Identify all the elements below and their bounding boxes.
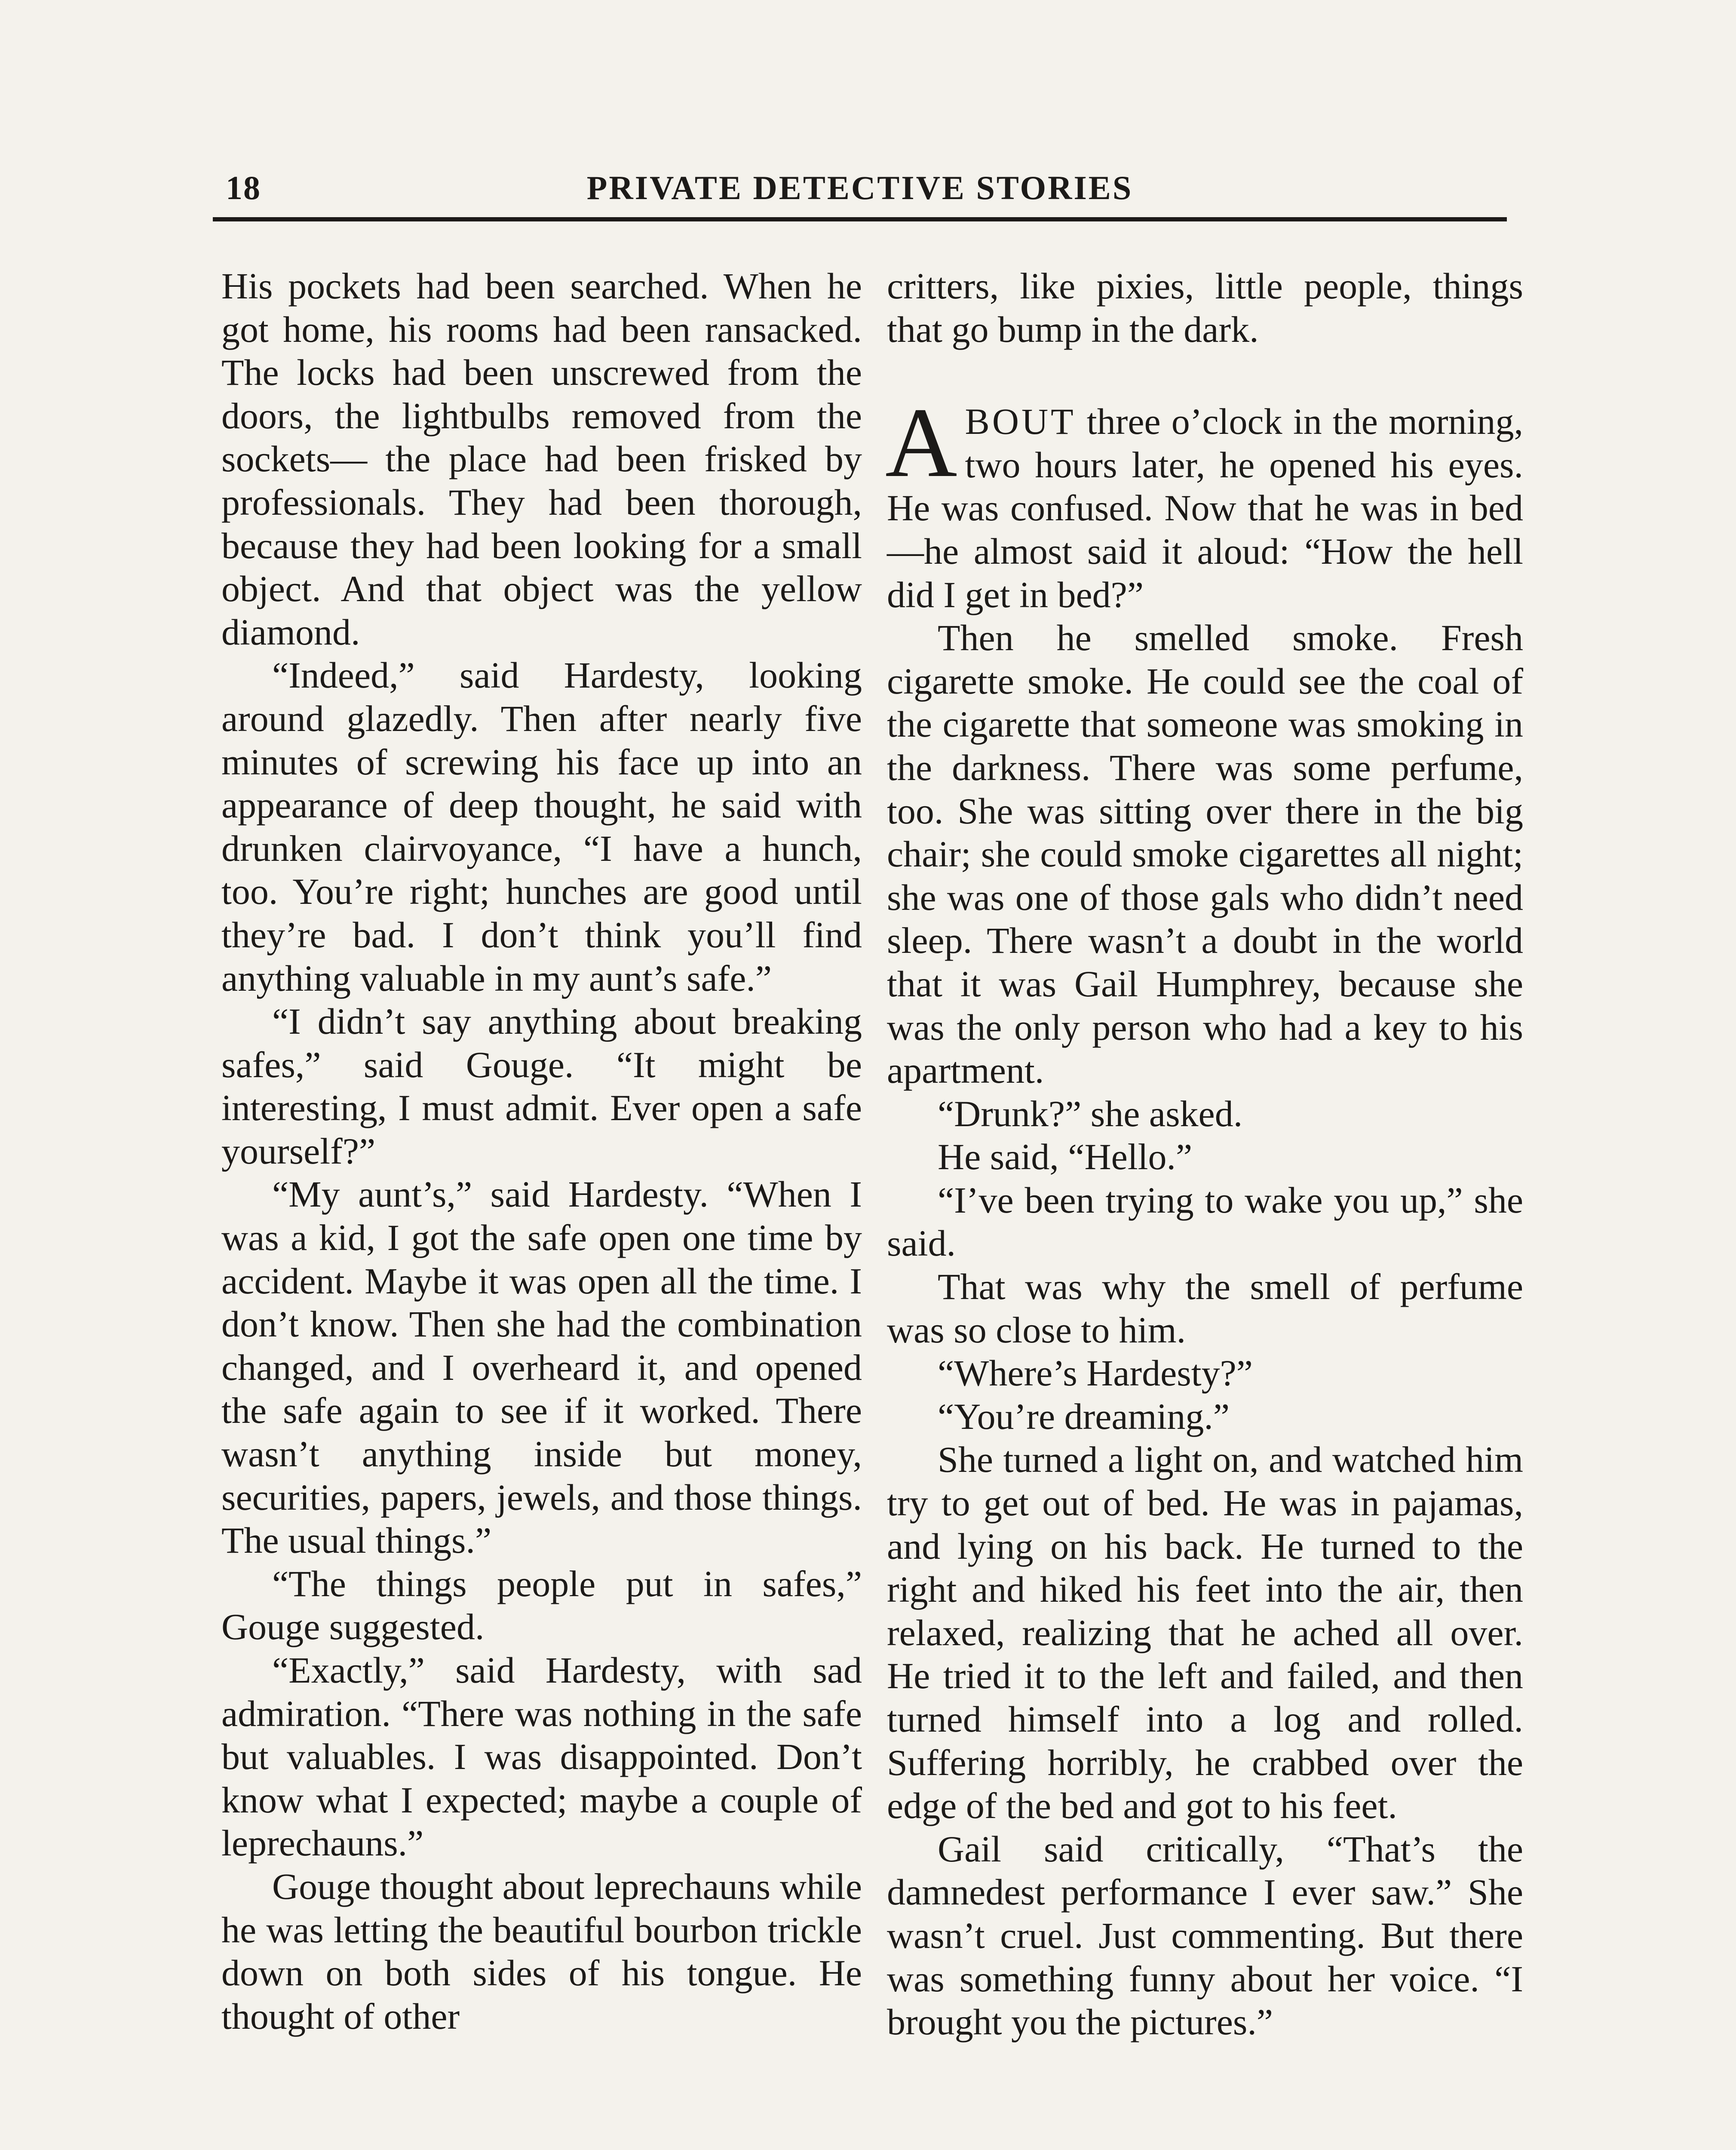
paragraph: “I’ve been trying to wake you up,” she said. bbox=[887, 1179, 1523, 1264]
paragraph: critters, like pixies, little people, things that go bump in the dark. bbox=[887, 265, 1523, 350]
paragraph: His pockets had been searched. When he got home, his rooms had been ransacked. The locks had been unscrewed from the doors, the lightbulbs removed from the sockets— the place had been frisked by professionals. They had been thorough, because they had been looking for a small object. And that object was the yellow diamond. bbox=[221, 265, 862, 653]
left-column bbox=[221, 264, 862, 2038]
paragraph: “Drunk?” she asked. bbox=[938, 1093, 1243, 1134]
section-opening-paragraph bbox=[885, 387, 1523, 616]
running-title: PRIVATE DETECTIVE STORIES bbox=[586, 169, 1133, 206]
paragraph: “The things people put in safes,” Gouge suggested. bbox=[221, 1563, 862, 1648]
paragraph: “You’re dreaming.” bbox=[938, 1395, 1230, 1437]
paragraph: “My aunt’s,” said Hardesty. “When I was a kid, I got the safe open one time by accident. Maybe it was open all the time. I don’t know. Then she had the combination changed, and I overheard it, and opened the safe again to see if it worked. There wasn’t anything inside but money, securities, papers, jewels, and those things. The usual things.” bbox=[221, 1173, 862, 1561]
paragraph: She turned a light on, and watched him try to get out of bed. He was in pajamas, and lying on his back. He turned to the right and hiked his feet into the air, then relaxed, realizing that he ached all over. He tried it to the left and failed, and then turned himself into a log and rolled. Suffering horribly, he crabbed over the edge of the bed and got to his feet. bbox=[887, 1439, 1523, 1827]
paragraph: He said, “Hello.” bbox=[938, 1136, 1193, 1178]
header-rule bbox=[213, 217, 1507, 221]
opening-text: three o’clock in the morning, two hours later, he opened his eyes. He was confused. Now that he was in bed—he almost said it aloud: “How the hell did I get in bed?” bbox=[887, 401, 1523, 615]
paragraph: “Indeed,” said Hardesty, looking around glazedly. Then after nearly five minutes of screwing his face up into an appearance of deep thought, he said with drunken clairvoyance, “I have a hunch, too. You’re right; hunches are good until they’re bad. I don’t think you’ll find anything valuable in my aunt’s safe.” bbox=[221, 654, 862, 999]
paragraph: That was why the smell of perfume was so close to him. bbox=[887, 1266, 1523, 1351]
paragraph: “Exactly,” said Hardesty, with sad admiration. “There was nothing in the safe but valuables. I was disappointed. Don’t know what I expected; maybe a couple of leprechauns.” bbox=[221, 1649, 862, 1864]
page-number: 18 bbox=[226, 169, 261, 206]
paragraph: Gouge thought about leprechauns while he was letting the beautiful bourbon trickle down on both sides of his tongue. He thought of other bbox=[221, 1865, 862, 2037]
paragraph: “I didn’t say anything about breaking safes,” said Gouge. “It might be interesting, I must admit. Ever open a safe yourself?” bbox=[221, 1001, 862, 1172]
paragraph: Then he smelled smoke. Fresh cigarette smoke. He could see the coal of the cigarette that someone was smoking in the darkness. There was some perfume, too. She was sitting over there in the big chair; she could smoke cigarettes all night; she was one of those gals who didn’t need sleep. There wasn’t a doubt in the world that it was Gail Humphrey, because she was the only person who had a key to his apartment. bbox=[887, 617, 1523, 1091]
drop-cap: A bbox=[885, 387, 957, 498]
paragraph: “Where’s Hardesty?” bbox=[938, 1352, 1253, 1394]
paragraph: Gail said critically, “That’s the damnedest performance I ever saw.” She wasn’t cruel. Just commenting. But there was something funny about her voice. “I brought you the pictures.” bbox=[887, 1828, 1523, 2043]
opening-caps: BOUT bbox=[965, 401, 1076, 442]
right-column bbox=[887, 264, 1523, 2044]
page-header bbox=[213, 169, 1507, 216]
